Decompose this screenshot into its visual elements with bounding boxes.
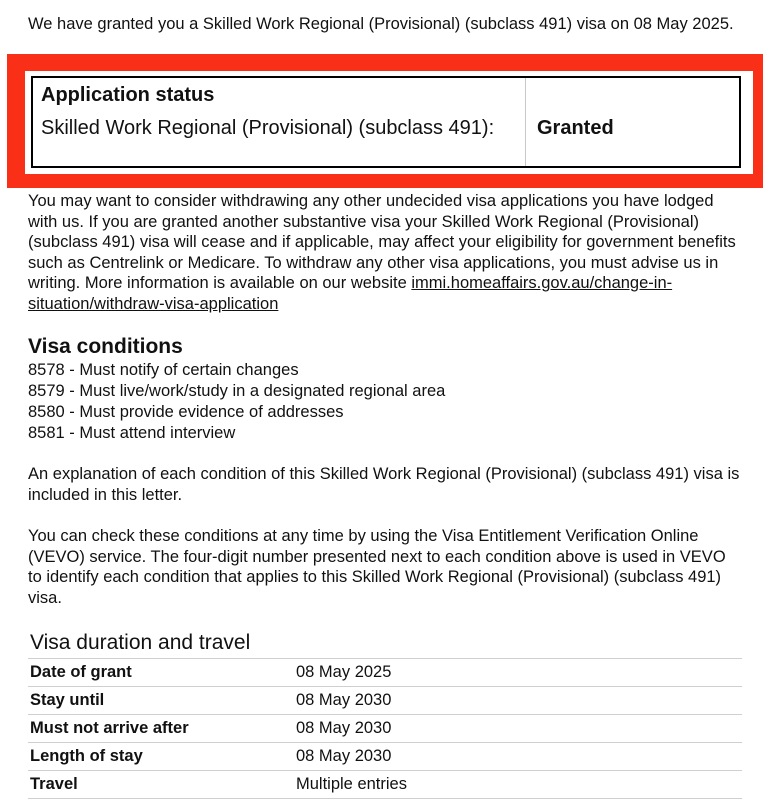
highlight-inner — [25, 71, 753, 174]
visa-conditions-list — [28, 360, 445, 444]
highlight-frame — [7, 54, 763, 188]
application-status-box — [31, 76, 741, 168]
duration-label: Travel — [28, 771, 294, 799]
condition-item: 8578 - Must notify of certain changes — [28, 361, 299, 379]
condition-item: 8581 - Must attend interview — [28, 424, 236, 442]
table-row — [28, 715, 742, 743]
duration-value: Multiple entries — [294, 771, 742, 799]
condition-item: 8579 - Must live/work/study in a designated regional area — [28, 382, 446, 400]
duration-value: 08 May 2025 — [294, 659, 742, 687]
duration-value: 08 May 2030 — [294, 687, 742, 715]
visa-duration-table — [28, 658, 742, 799]
condition-item: 8580 - Must provide evidence of addresses — [28, 403, 344, 421]
visa-conditions-heading: Visa conditions — [28, 335, 183, 358]
status-column-divider — [525, 78, 526, 166]
duration-label: Length of stay — [28, 743, 294, 771]
application-status-value: Granted — [537, 117, 614, 139]
withdraw-visa-link[interactable]: immi.homeaffairs.gov.au/change-in-situation/withdraw-visa-application — [28, 274, 673, 313]
duration-label: Date of grant — [28, 659, 294, 687]
vevo-paragraph: You can check these conditions at any time by using the Visa Entitlement Verification Online (VEVO) service. The four-digit number presented next to each condition above is used in VEVO to identify each condition that applies to this Skilled Work Regional (Provisional) (subclass 491) visa. — [28, 527, 726, 607]
withdraw-paragraph-text: You may want to consider withdrawing any other undecided visa applications you have lodged with us. If you are granted another substantive visa your Skilled Work Regional (Provisional) (subclass 491) visa will cease and if applicable, may affect your eligibility for government benefits such as Centrelink or Medicare. To withdraw any other visa applications, you must advise us in writing. More information is available on our website — [28, 192, 736, 292]
table-row — [28, 743, 742, 771]
grant-intro-text: We have granted you a Skilled Work Regional (Provisional) (subclass 491) visa on 08 May 2025. — [28, 15, 734, 33]
duration-value: 08 May 2030 — [294, 715, 742, 743]
table-row — [28, 659, 742, 687]
application-status-visa-label: Skilled Work Regional (Provisional) (subclass 491): — [41, 117, 495, 139]
conditions-explanation: An explanation of each condition of this Skilled Work Regional (Provisional) (subclass 491) visa is included in this letter. — [28, 465, 740, 504]
visa-duration-heading: Visa duration and travel — [30, 631, 251, 654]
application-status-title: Application status — [41, 84, 215, 106]
duration-label: Must not arrive after — [28, 715, 294, 743]
duration-value: 08 May 2030 — [294, 743, 742, 771]
table-row — [28, 771, 742, 799]
withdraw-paragraph — [28, 191, 740, 314]
table-row — [28, 687, 742, 715]
duration-label: Stay until — [28, 687, 294, 715]
